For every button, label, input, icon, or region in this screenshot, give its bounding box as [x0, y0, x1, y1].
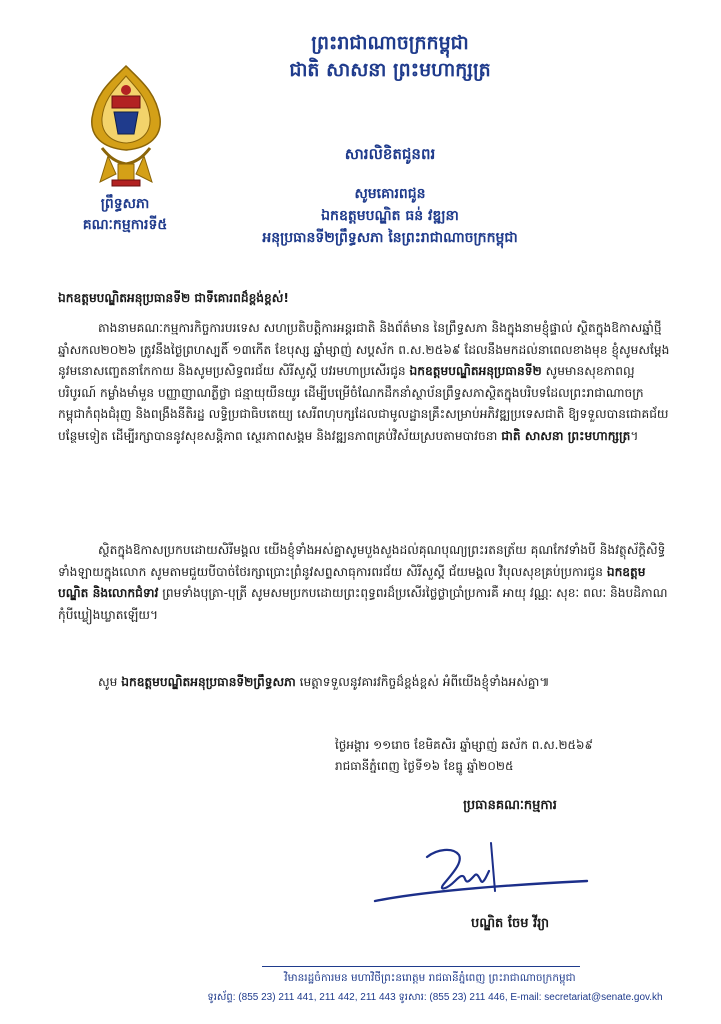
footer-contact: ទូរស័ព្ទ: (855 23) 211 441, 211 442, 211 443 ទូរសារ: (855 23) 211 446, E-mail: secretariat@senate.gov.kh — [207, 992, 663, 1003]
paragraph-2 — [58, 540, 670, 626]
addressee-position: អនុប្រធានទី២ព្រឹទ្ធសភា នៃព្រះរាជាណាចក្រកម្ពុជា — [262, 230, 518, 246]
paragraph-1-text-b: សូមមានសុខភាពល្អបរិបូរណ៍ កម្លាំងមាំមួន បញ្ញាញាណភ្លឺថ្លា ជន្មាយុយឺនយូរ ដើម្បីបម្រើចំណែកដឹកនាំស្ថាប័នព្រឹទ្ធសភាស្ថិតក្នុងបរិបទដែលព្រះរាជាណាចក្រកម្ពុជាកំពុងជំរុញ និងពង្រឹងនីតិរដ្ឋ លទ្ធិប្រជាធិបតេយ្យ សេរីពហុបក្សដែលជាមូលដ្ឋានគ្រឹះសម្រាប់អភិវឌ្ឍប្រទេសជាតិ ឱ្យទទួលបានជោគជ័យបន្ថែមទៀត ដើម្បីរក្សាបាននូវសុខសន្តិភាព ស្ថេរភាពសង្គម និងវឌ្ឍនភាពគ្រប់វិស័យស្របតាមបាវចនា — [58, 364, 669, 443]
paragraph-2-text-b: ព្រមទាំងបុត្រា-បុត្រី សូមសមប្រកបដោយព្រះពុទ្ធពរដ៏ប្រសើរថ្លៃថ្លាប្រាំប្រការគឺ អាយុ វណ្ណៈ សុខៈ ពលៈ និងបដិភាណ កុំបីឃ្លៀងឃ្លាតឡើយ។ — [58, 586, 668, 622]
paragraph-1-motto: ជាតិ សាសនា ព្រះមហាក្សត្រ — [501, 428, 631, 443]
letterhead-kingdom — [230, 30, 550, 84]
paragraph-2-honorific: ឯកឧត្តមបណ្ឌិត និងលោកជំទាវ — [58, 564, 646, 600]
paragraph-1-text-a: តាងនាមគណៈកម្មការកិច្ចការបរទេស សហប្រតិបត្តិការអន្តរជាតិ និងព័ត៌មាន នៃព្រឹទ្ធសភា និងក្នុងនាមខ្ញុំផ្ទាល់ ស្ថិតក្នុងឱកាសឆ្នាំថ្មី ឆ្នាំសកល២០២៦ ត្រូវនឹងថ្ងៃព្រហស្បតិ៍ ១៣កើត ខែបុស្ស ឆ្នាំម្សាញ់ សប្តស័ក ព.ស.២៥៦៩ ដែលនឹងមកដល់នាពេលខាងមុខ ខ្ញុំសូមសម្តែងនូវមនោសញ្ចេតនាកែកាយ និងសូមប្រសិទ្ធពរជ័យ សិរីសួស្តី បវរមហាប្រសើរជូន — [58, 321, 670, 378]
date-lunar: ថ្ងៃអង្គារ ១១រោច ខែមិគសិរ ឆ្នាំម្សាញ់ ឆស័ក ព.ស.២៥៦៩ — [335, 738, 594, 752]
paragraph-1-honorific: ឯកឧត្តមបណ្ឌិតអនុប្រធានទី២ — [409, 364, 542, 378]
kingdom-name: ព្រះរាជាណាចក្រកម្ពុជា — [311, 32, 469, 54]
paragraph-3-honorific: ឯកឧត្តមបណ្ឌិតអនុប្រធានទី២ព្រឹទ្ធសភា — [121, 675, 296, 689]
paragraph-3-text-b: មេត្តាទទួលនូវគារវកិច្ចដ៏ខ្ពង់ខ្ពស់ អំពីយើងខ្ញុំទាំងអស់គ្នា៕ — [299, 675, 550, 689]
paragraph-3-text-a: សូម — [98, 675, 118, 689]
salutation: ឯកឧត្តមបណ្ឌិតអនុប្រធានទី២ ជាទីគោរពដ៏ខ្ពង់ខ្ពស់! — [58, 291, 289, 305]
national-motto: ជាតិ សាសនា ព្រះមហាក្សត្រ — [289, 59, 491, 81]
letter-title: សារលិខិតជូនពរ — [344, 145, 436, 163]
paragraph-1 — [58, 318, 670, 447]
addressee-name: ឯកឧត្តមបណ្ឌិត ធន់ វឌ្ឍនា — [321, 208, 459, 224]
date-block — [335, 735, 665, 777]
senate-emblem-icon — [82, 62, 170, 190]
commission-name: គណៈកម្មការទី៥ — [82, 217, 168, 233]
paragraph-2-text-a: ស្ថិតក្នុងឱកាសប្រកបដោយសិរីមង្គល យើងខ្ញុំទាំងអស់គ្នាសូមបួងសួងដល់គុណបុណ្យព្រះរតនត្រ័យ គុណកែវទាំងបី និងវត្ថុស័ក្តិសិទ្ធិទាំងឡាយក្នុងលោក សូមតាមជួយបីបាច់ថែរក្សាប្រោះព្រំនូវសព្ទសាធុការពរជ័យ សិរីសួស្តី ជ័យមង្គល វិបុលសុខគ្រប់ប្រការជូន — [58, 543, 666, 579]
paragraph-3 — [58, 672, 670, 694]
signer-title: ប្រធានគណៈកម្មការ — [463, 798, 557, 813]
paragraph-1-end: ។ — [630, 428, 639, 443]
signer-name: បណ្ឌិត ចែម វីរ្យា — [470, 916, 550, 931]
addressee-greeting: សូមគោរពជូន — [354, 186, 426, 202]
handwritten-signature — [355, 835, 595, 915]
addressee-block — [150, 183, 630, 249]
date-solar: រាជធានីភ្នំពេញ ថ្ងៃទី១៦ ខែធ្នូ ឆ្នាំ២០២៥ — [335, 759, 514, 773]
footer-address: វិមានរដ្ឋចំការមន មហាវិថីព្រះនរោត្តម រាជធានីភ្នំពេញ ព្រះរាជាណាចក្រកម្ពុជា — [284, 972, 576, 984]
senate-name: ព្រឹទ្ធសភា — [100, 196, 150, 212]
footer-divider — [262, 966, 580, 967]
